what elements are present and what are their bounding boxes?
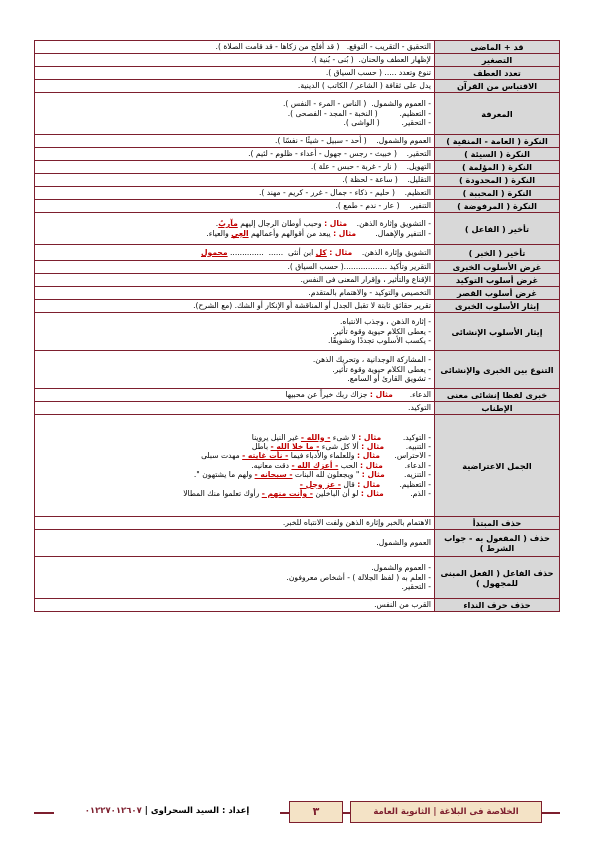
- row-body: [35, 389, 435, 402]
- table-row: [35, 161, 560, 174]
- body-text: - التنزيه.: [384, 470, 431, 480]
- highlighted-text: مآربُ: [218, 219, 238, 229]
- body-line: [38, 248, 431, 257]
- row-body: [35, 517, 435, 530]
- body-text: - التحقير.: [401, 582, 431, 592]
- row-body: [35, 67, 435, 80]
- body-text: - يكسب الأسلوب تجددًا وتشويقًا.: [328, 336, 431, 346]
- body-text: - العموم والشمول.: [371, 563, 431, 573]
- table-row: [35, 599, 560, 612]
- highlighted-text: مثال :: [329, 247, 353, 257]
- highlighted-text: مثال :: [369, 390, 393, 400]
- table-row: [35, 274, 560, 287]
- body-text: التوكيد.: [408, 403, 431, 413]
- row-body: [35, 274, 435, 287]
- highlighted-text: مثال :: [361, 441, 385, 451]
- row-body: [35, 80, 435, 93]
- body-line: [38, 149, 431, 158]
- highlighted-text: - سبحانه -: [254, 470, 293, 480]
- row-body: [35, 402, 435, 415]
- row-body: [35, 261, 435, 274]
- row-heading: حذف حرف النداء: [435, 599, 560, 612]
- body-text: العموم والشمول.: [376, 538, 431, 548]
- table-row: [35, 313, 560, 351]
- body-text: التهويل. ( نار - غربة - حبس - علة ).: [310, 162, 431, 172]
- highlighted-text: كل: [315, 247, 327, 257]
- body-line: [38, 229, 431, 238]
- author-phone: ٠١٢٢٧٠١٢٦٠٧: [84, 806, 142, 816]
- row-body: [35, 135, 435, 148]
- body-line: [38, 327, 431, 336]
- highlighted-text: مثال :: [357, 451, 380, 461]
- row-heading: النكرة ( المحببة ): [435, 187, 560, 200]
- body-text: الدعاء.: [392, 390, 431, 400]
- table-row: [35, 557, 560, 599]
- row-body: [35, 174, 435, 187]
- body-line: [38, 201, 431, 210]
- body-text: لو أن الباخلين: [312, 489, 361, 499]
- author-label: إعداد : السيد السحراوى: [150, 806, 250, 816]
- table-row: [35, 93, 560, 135]
- body-text: العموم والشمول. ( أحد - سبيل - شيئًا - نفسًا ).: [275, 136, 431, 146]
- highlighted-text: محمول: [200, 247, 228, 257]
- body-line: [38, 42, 431, 51]
- body-text: - الدعاء.: [382, 460, 431, 470]
- page-number: ٣: [289, 801, 343, 823]
- row-heading: التصغير: [435, 54, 560, 67]
- body-line: [38, 582, 431, 591]
- body-text: مهدت سبلى: [201, 451, 243, 461]
- body-line: [38, 600, 431, 609]
- highlighted-text: - وأنت منهم -: [261, 489, 313, 499]
- body-line: [38, 81, 431, 90]
- body-line: [38, 288, 431, 297]
- row-body: [35, 41, 435, 54]
- body-text: جزاك ربك خيراً عن محبيها: [285, 390, 370, 400]
- table-row: [35, 517, 560, 530]
- row-heading: تأخير ( الفاعل ): [435, 213, 560, 245]
- body-text: باطل: [251, 441, 271, 451]
- body-text: - التعظيم.: [380, 479, 431, 489]
- row-body: [35, 245, 435, 261]
- highlighted-text: مثال :: [333, 228, 357, 238]
- row-heading: خبرى لفظا إنشائى معنى: [435, 389, 560, 402]
- highlighted-text: مثال :: [359, 460, 383, 470]
- table-row: [35, 389, 560, 402]
- body-line: [38, 317, 431, 326]
- body-text: ألا كل شىء: [319, 441, 362, 451]
- body-line: [38, 301, 431, 310]
- row-heading: إيثار الأسلوب الإنشائى: [435, 313, 560, 351]
- body-line: [38, 136, 431, 145]
- row-body: [35, 313, 435, 351]
- body-text: لإظهار العطف والحنان. ( بُنى - بُنية ).: [311, 55, 431, 65]
- body-text: ابن أنثى ...... ..............: [227, 247, 316, 257]
- body-text: التنفير. ( عار - ندم - طمع ).: [335, 201, 431, 211]
- row-body: [35, 287, 435, 300]
- table-row: [35, 300, 560, 313]
- body-line: [38, 573, 431, 582]
- table-row: [35, 80, 560, 93]
- body-text: الحب: [338, 460, 360, 470]
- table-row: [35, 245, 560, 261]
- body-text: - يعطى الكلام حيوية وقوة تأثير.: [332, 364, 431, 374]
- row-body: [35, 54, 435, 67]
- body-text: التقرير وتأكيد ..................( حسب السياق ).: [287, 262, 431, 272]
- highlighted-text: - نأت غايته -: [242, 451, 289, 461]
- body-line: [38, 55, 431, 64]
- row-heading: حذف الفاعل ( الفعل المبنى للمجهول ): [435, 557, 560, 599]
- body-text: قال: [340, 479, 358, 489]
- body-line: [38, 336, 431, 345]
- table-row: [35, 261, 560, 274]
- body-text: الإقناع والتأثير ، وإقرار المعنى فى النفس.: [300, 275, 431, 285]
- body-line: [38, 489, 431, 498]
- body-line: [38, 451, 431, 460]
- table-row: [35, 351, 560, 389]
- row-heading: التنوع بين الخبرى والإنشائى: [435, 351, 560, 389]
- row-heading: النكرة ( المرفوضة ): [435, 200, 560, 213]
- body-text: غير النيل يروينا: [251, 432, 301, 442]
- row-heading: النكرة ( السيئة ): [435, 148, 560, 161]
- table-body: [35, 41, 560, 612]
- body-line: [38, 99, 431, 108]
- body-line: [38, 433, 431, 442]
- row-heading: غرض أسلوب القصر: [435, 287, 560, 300]
- body-line: [38, 188, 431, 197]
- highlighted-text: مثال :: [357, 479, 381, 489]
- row-body: [35, 300, 435, 313]
- rhetoric-summary-table: [34, 40, 560, 612]
- body-line: [38, 68, 431, 77]
- highlighted-text: مثال :: [324, 219, 348, 229]
- body-text: التحقير. ( خبيث - رجس - جهول - أعداء - ظلوم - لئيم ).: [248, 149, 431, 159]
- body-line: [38, 390, 431, 399]
- row-heading: تعدد العطف: [435, 67, 560, 80]
- body-text: - العموم والشمول. ( الناس - المرء - النفس ).: [282, 99, 431, 109]
- row-body: [35, 161, 435, 174]
- highlighted-text: مثال :: [360, 489, 384, 499]
- body-text: - التنفير والإهمال.: [356, 228, 431, 238]
- row-body: [35, 530, 435, 557]
- row-heading: النكرة ( المؤلمة ): [435, 161, 560, 174]
- body-text: تنوع وتعدد ..... ( حسب السياق ).: [325, 68, 431, 78]
- row-body: [35, 93, 435, 135]
- row-body: [35, 148, 435, 161]
- body-text: التحقيق - التقريب - التوقع. ( قد أفلح من زكاها - قد قامت الصلاة ).: [215, 42, 431, 52]
- row-heading: غرض الأسلوب الخبرى: [435, 261, 560, 274]
- body-text: وللعلماء والأدباء فيما: [288, 451, 358, 461]
- row-heading: النكرة ( المحدودة ): [435, 174, 560, 187]
- body-line: [38, 262, 431, 271]
- table-row: [35, 187, 560, 200]
- body-line: [38, 563, 431, 572]
- body-text: يدل على ثقافة ( الشاعر / الكاتب ) الدينية.: [297, 81, 431, 91]
- row-heading: الاقتباس من القرآن: [435, 80, 560, 93]
- body-text: - إثارة الذهن ، وجذب الانتباه.: [340, 317, 431, 327]
- table-row: [35, 174, 560, 187]
- table-row: [35, 148, 560, 161]
- body-text: - الذم.: [383, 489, 431, 499]
- body-text: - الاحتراس.: [379, 451, 431, 461]
- body-text: التشويق وإثارة الذهن.: [352, 247, 431, 257]
- body-text: - التوكيد.: [381, 432, 431, 442]
- body-line: [38, 175, 431, 184]
- highlighted-text: مثال :: [361, 470, 385, 480]
- table-row: [35, 67, 560, 80]
- highlighted-text: - أعزك الله -: [291, 460, 339, 470]
- body-text: - العلم به ( لفظ الجلالة ) - أشخاص معروفون.: [286, 572, 431, 582]
- row-body: [35, 351, 435, 389]
- body-line: [38, 461, 431, 470]
- body-text: - التشويق وإثارة الذهن.: [347, 219, 431, 229]
- table-row: [35, 415, 560, 517]
- row-body: [35, 200, 435, 213]
- body-text: دقت معانيه.: [251, 460, 292, 470]
- body-line: [38, 275, 431, 284]
- table-row: [35, 213, 560, 245]
- body-text: ولهم ما يشتهون ".: [193, 470, 255, 480]
- row-heading: قد + الماضى: [435, 41, 560, 54]
- row-body: [35, 213, 435, 245]
- row-body: [35, 557, 435, 599]
- body-line: [38, 538, 431, 547]
- body-line: [38, 219, 431, 228]
- footer-separator: |: [141, 806, 148, 816]
- body-line: [38, 470, 431, 479]
- row-heading: المعرفة: [435, 93, 560, 135]
- table-row: [35, 41, 560, 54]
- body-text: التخصيص والتوكيد - والاهتمام بالمتقدم.: [308, 288, 431, 298]
- highlighted-text: العِىِ: [231, 228, 249, 238]
- highlighted-text: مثال :: [358, 432, 382, 442]
- table-row: [35, 402, 560, 415]
- body-text: يبعد من أقوالهم وأعمالهم: [248, 228, 334, 238]
- body-line: [38, 355, 431, 364]
- body-text: التعظيم. ( حليم - ذكاء - جمال - غرر - كريم - مهند ).: [258, 188, 431, 198]
- body-text: القرب من النفس.: [374, 600, 431, 610]
- body-text: - تشويق القارئ أو السامع.: [347, 374, 431, 384]
- body-text: - التحقير. ( الواشى ).: [343, 118, 431, 128]
- body-text: التقليل. ( ساعة - لحظة ).: [342, 175, 431, 185]
- body-line: [38, 374, 431, 383]
- page-footer: [34, 801, 560, 825]
- table-row: [35, 54, 560, 67]
- table-row: [35, 135, 560, 148]
- body-line: [38, 480, 431, 489]
- body-line: [38, 403, 431, 412]
- highlighted-text: - عز وجل -: [299, 479, 341, 489]
- body-line: [38, 365, 431, 374]
- table-row: [35, 287, 560, 300]
- body-line: [38, 162, 431, 171]
- body-text: - يعطى الكلام حيوية وقوة تأثير.: [332, 326, 431, 336]
- row-body: [35, 187, 435, 200]
- body-line: [38, 118, 431, 127]
- row-body: [35, 599, 435, 612]
- table-row: [35, 200, 560, 213]
- body-text: - المشاركة الوجدانية ، وتحريك الذهن.: [312, 355, 431, 365]
- highlighted-text: - ما خلا الله -: [270, 441, 320, 451]
- body-text: والعياء.: [206, 228, 232, 238]
- row-heading: حذف ( المفعول به - جواب الشرط ): [435, 530, 560, 557]
- highlighted-text: - والله -: [300, 432, 331, 442]
- body-text: تقرير حقائق ثابتة لا تقبل الجدل أو المناقشة أو الإنكار أو الشك. (مع الشرح).: [193, 301, 431, 311]
- row-heading: الجمل الاعتراضية: [435, 415, 560, 517]
- body-text: - التعظيم. ( النخبة - المجد - الفصحى ).: [287, 108, 431, 118]
- footer-author: [54, 801, 280, 821]
- body-text: - التنبيه.: [384, 441, 431, 451]
- row-heading: إيثار الأسلوب الخبرى: [435, 300, 560, 313]
- body-line: [38, 109, 431, 118]
- row-heading: غرض أسلوب التوكيد: [435, 274, 560, 287]
- body-line: [38, 518, 431, 527]
- body-text: لا شىء: [330, 432, 359, 442]
- body-text: وحبب أوطان الرجال إليهم: [237, 219, 325, 229]
- row-heading: تأخير ( الخبر ): [435, 245, 560, 261]
- body-text: الاهتمام بالخبر وإثارة الذهن ولفت الانتباه للخبر.: [282, 518, 431, 528]
- footer-title: الخلاصة فى البلاغة | الثانوية العامة: [350, 801, 542, 823]
- table-row: [35, 530, 560, 557]
- body-text: " ويجعلون لله البنات: [292, 470, 362, 480]
- row-body: [35, 415, 435, 517]
- row-heading: حذف المبتدأ: [435, 517, 560, 530]
- body-text: رأوك تعلموا منك المطالا: [183, 489, 262, 499]
- body-text: .: [215, 219, 219, 229]
- body-line: [38, 442, 431, 451]
- row-heading: الإطناب: [435, 402, 560, 415]
- row-heading: النكرة ( العامة - المنفية ): [435, 135, 560, 148]
